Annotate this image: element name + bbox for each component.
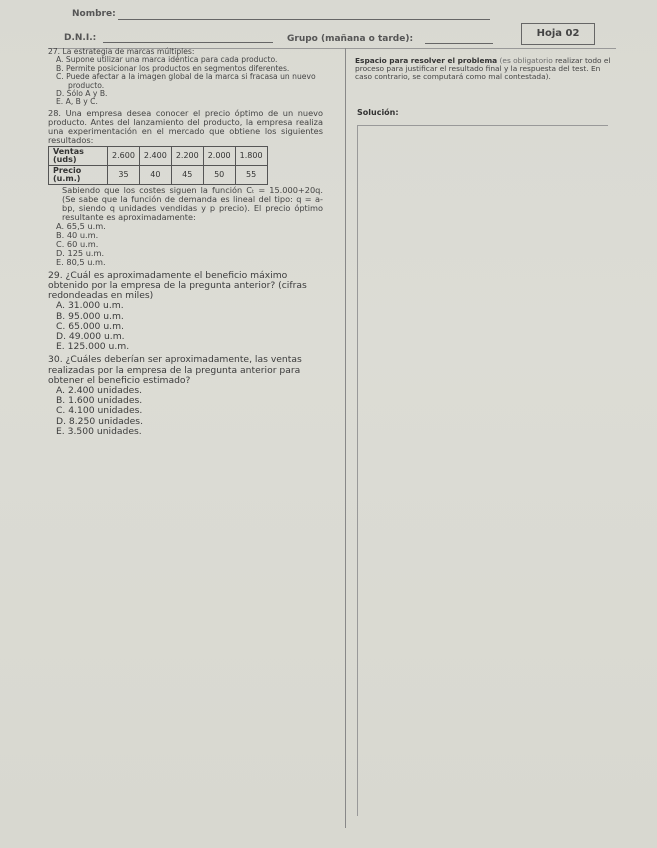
q28-option-c: C. 60 u.m. [56,238,99,249]
table-cell: 2.200 [171,146,203,165]
table-cell: 1.800 [235,146,267,165]
resolution-obligatorio: (es obligatorio [499,56,553,65]
q29-option-b: B. 95.000 u.m. [56,310,124,322]
table-cell: 55 [235,165,267,184]
q28-option-b: B. 40 u.m. [56,229,99,240]
question-29 [48,271,323,353]
table-cell: 35 [108,165,140,184]
question-27 [48,48,323,107]
dni-line [103,42,273,43]
q30-option-d: D. 8.250 unidades. [56,415,143,427]
grupo-label: Grupo (mañana o tarde): [287,34,414,44]
table-row [49,165,268,184]
question-30-stem: 30. ¿Cuáles deberían ser aproximadamente, las ventas realizadas por la empresa de la pregunta anterior para obtener el beneficio estimado? [48,354,302,386]
nombre-label: Nombre: [72,9,116,19]
resolution-body: realizar todo el proceso para justificar el resultado final y la respuesta del test. En caso contrario, se computará como mal contestada). [355,56,611,81]
q30-option-c: C. 4.100 unidades. [56,405,143,417]
q30-option-a: A. 2.400 unidades. [56,385,143,397]
hoja-box: Hoja 02 [521,23,595,45]
q27-option-d: D. Sólo A y B. [56,89,108,99]
table-row-label: Precio (u.m.) [49,165,108,184]
question-28 [48,109,323,267]
nombre-line [118,19,490,20]
question-28-after: Sabiendo que los costes siguen la función Cₜ = 15.000+20q. (Se sabe que la función de demanda es lineal del tipo: q = a-bp, siendo q unidades vendidas y p precio). El precio óptimo resultante es aproximadamente: [62,184,323,222]
q27-option-b: B. Permite posicionar los productos en segmentos diferentes. [56,63,290,73]
table-row [49,146,268,165]
q27-option-c: C. Puede afectar a la imagen global de la marca si fracasa un nuevo producto. [56,72,316,90]
table-cell: 45 [171,165,203,184]
solucion-label: Solución: [357,108,399,117]
solution-space [357,125,608,816]
questions-column [48,48,323,437]
q30-option-e: E. 3.500 unidades. [56,425,142,437]
dni-label: D.N.I.: [64,33,97,43]
q28-option-a: A. 65,5 u.m. [56,220,106,231]
results-table [48,146,268,185]
q29-option-c: C. 65.000 u.m. [56,320,124,332]
question-28-stem: 28. Una empresa desea conocer el precio óptimo de un nuevo producto. Antes del lanzamiento del producto, la empresa realiza una experimentación en el mercado que obtiene los siguientes resultados: [48,107,323,145]
question-30 [48,355,323,437]
table-cell: 50 [203,165,235,184]
table-cell: 40 [139,165,171,184]
table-cell: 2.600 [108,146,140,165]
q27-option-e: E. A, B y C. [56,97,98,107]
table-cell: 2.000 [203,146,235,165]
q29-option-a: A. 31.000 u.m. [56,300,124,312]
column-divider [345,48,346,828]
table-row-label: Ventas (uds) [49,146,108,165]
resolution-title: Espacio para resolver el problema [355,56,498,65]
resolution-instructions [355,57,617,81]
table-cell: 2.400 [139,146,171,165]
q28-option-e: E. 80,5 u.m. [56,256,106,267]
question-29-stem: 29. ¿Cuál es aproximadamente el beneficio máximo obtenido por la empresa de la pregunta anterior? (cifras redondeadas en miles) [48,269,307,302]
q28-option-d: D. 125 u.m. [56,247,105,258]
q29-option-d: D. 49.000 u.m. [56,331,125,343]
q29-option-e: E. 125.000 u.m. [56,341,130,353]
question-27-stem: 27. La estrategia de marcas múltiples: [48,47,195,56]
grupo-line [425,43,493,44]
q30-option-b: B. 1.600 unidades. [56,395,143,407]
q27-option-a: A. Supone utilizar una marca idéntica para cada producto. [56,55,278,65]
